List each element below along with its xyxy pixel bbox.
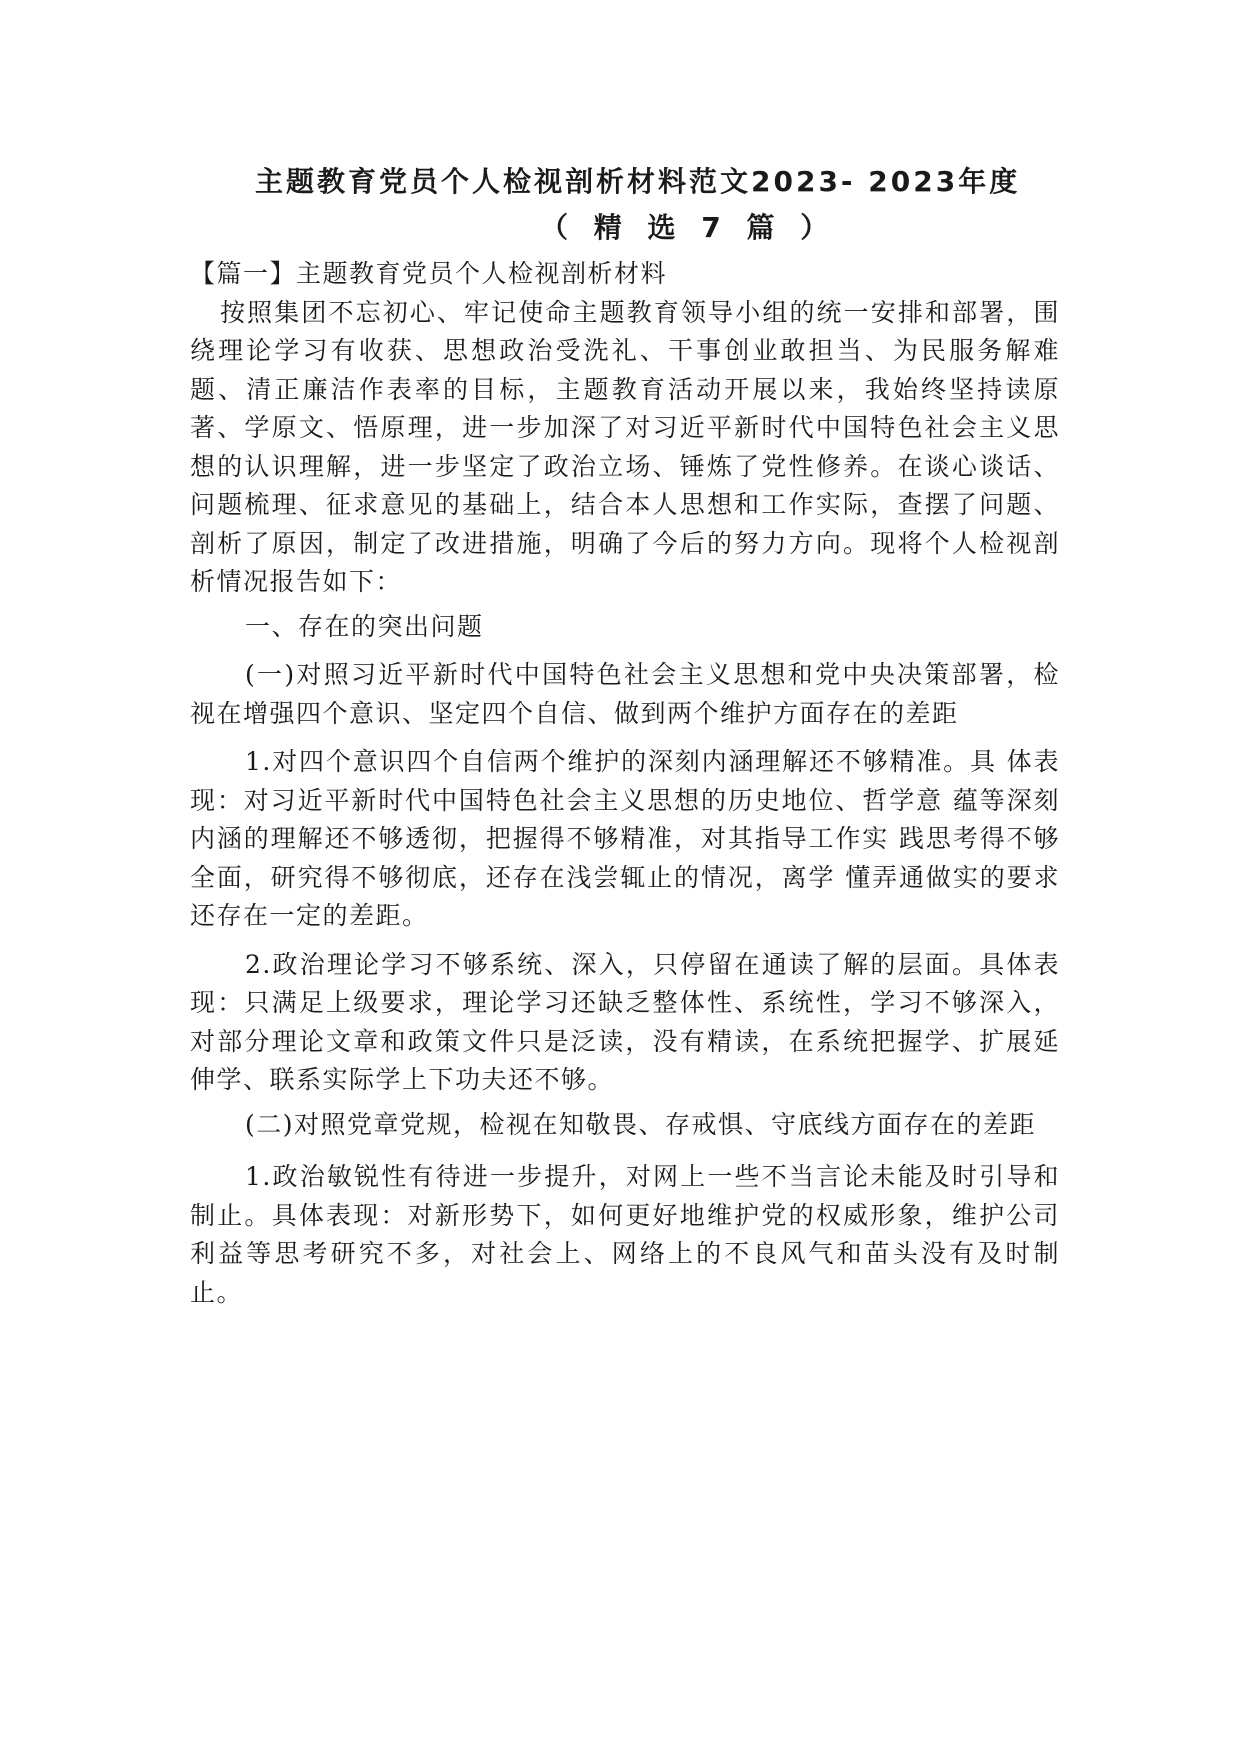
section-heading: 一、存在的突出问题 xyxy=(245,611,484,641)
document-body xyxy=(190,255,1060,1312)
chapter-label: 【篇一】主题教育党员个人检视剖析材料 xyxy=(190,259,668,288)
subsection-heading: (二)对照党章党规，检视在知敬畏、存戒惧、守底线方面存在的差距 xyxy=(245,1109,1037,1139)
problem-item: 2.政治理论学习不够系统、深入，只停留在通读了解的层面。具体表现：只满足上级要求，理论学习还缺乏整体性、系统性，学习不够深入，对部分理论文章和政策文件只是泛读，没有精读，在系统把握学、扩展延伸学、联系实际学上下功夫还不够。 xyxy=(190,949,1060,1094)
intro-paragraph: 按照集团不忘初心、牢记使命主题教育领导小组的统一安排和部署，围绕理论学习有收获、思想政治受洗礼、干事创业敢担当、为民服务解难题、清正廉洁作表率的目标，主题教育活动开展以来，我始终坚持读原著、学原文、悟原理，进一步加深了对习近平新时代中国特色社会主义思想的认识理解，进一步坚定了政治立场、锤炼了党性修养。在谈心谈话、问题梳理、征求意见的基础上，结合本人思想和工作实际，查摆了问题、剖析了原因，制定了改进措施，明确了今后的努力方向。现将个人检视剖析情况报告如下： xyxy=(190,297,1060,596)
title-line-main: 主题教育党员个人检视剖析材料范文2023- 2023年度 xyxy=(255,165,1021,198)
problem-item: 1.政治敏锐性有待进一步提升，对网上一些不当言论未能及时引导和制止。具体表现：对新形势下，如何更好地维护党的权威形象，维护公司利益等思考研究不多，对社会上、网络上的不良风气和苗头没有及时制止。 xyxy=(190,1162,1060,1307)
title-line-subtitle: （ 精 选 7 篇 ） xyxy=(540,211,837,244)
subsection-heading: (一)对照习近平新时代中国特色社会主义思想和党中央决策部署，检视在增强四个意识、坚定四个自信、做到两个维护方面存在的差距 xyxy=(190,660,1060,728)
problem-item: 1.对四个意识四个自信两个维护的深刻内涵理解还不够精准。具 体表现：对习近平新时代中国特色社会主义思想的历史地位、哲学意 蕴等深刻内涵的理解还不够透彻，把握得不够精准，对其指导工作实 践思考得不够全面，研究得不够彻底，还存在浅尝辄止的情况，离学 懂弄通做实的要求还存在一定的差距。 xyxy=(190,747,1060,930)
